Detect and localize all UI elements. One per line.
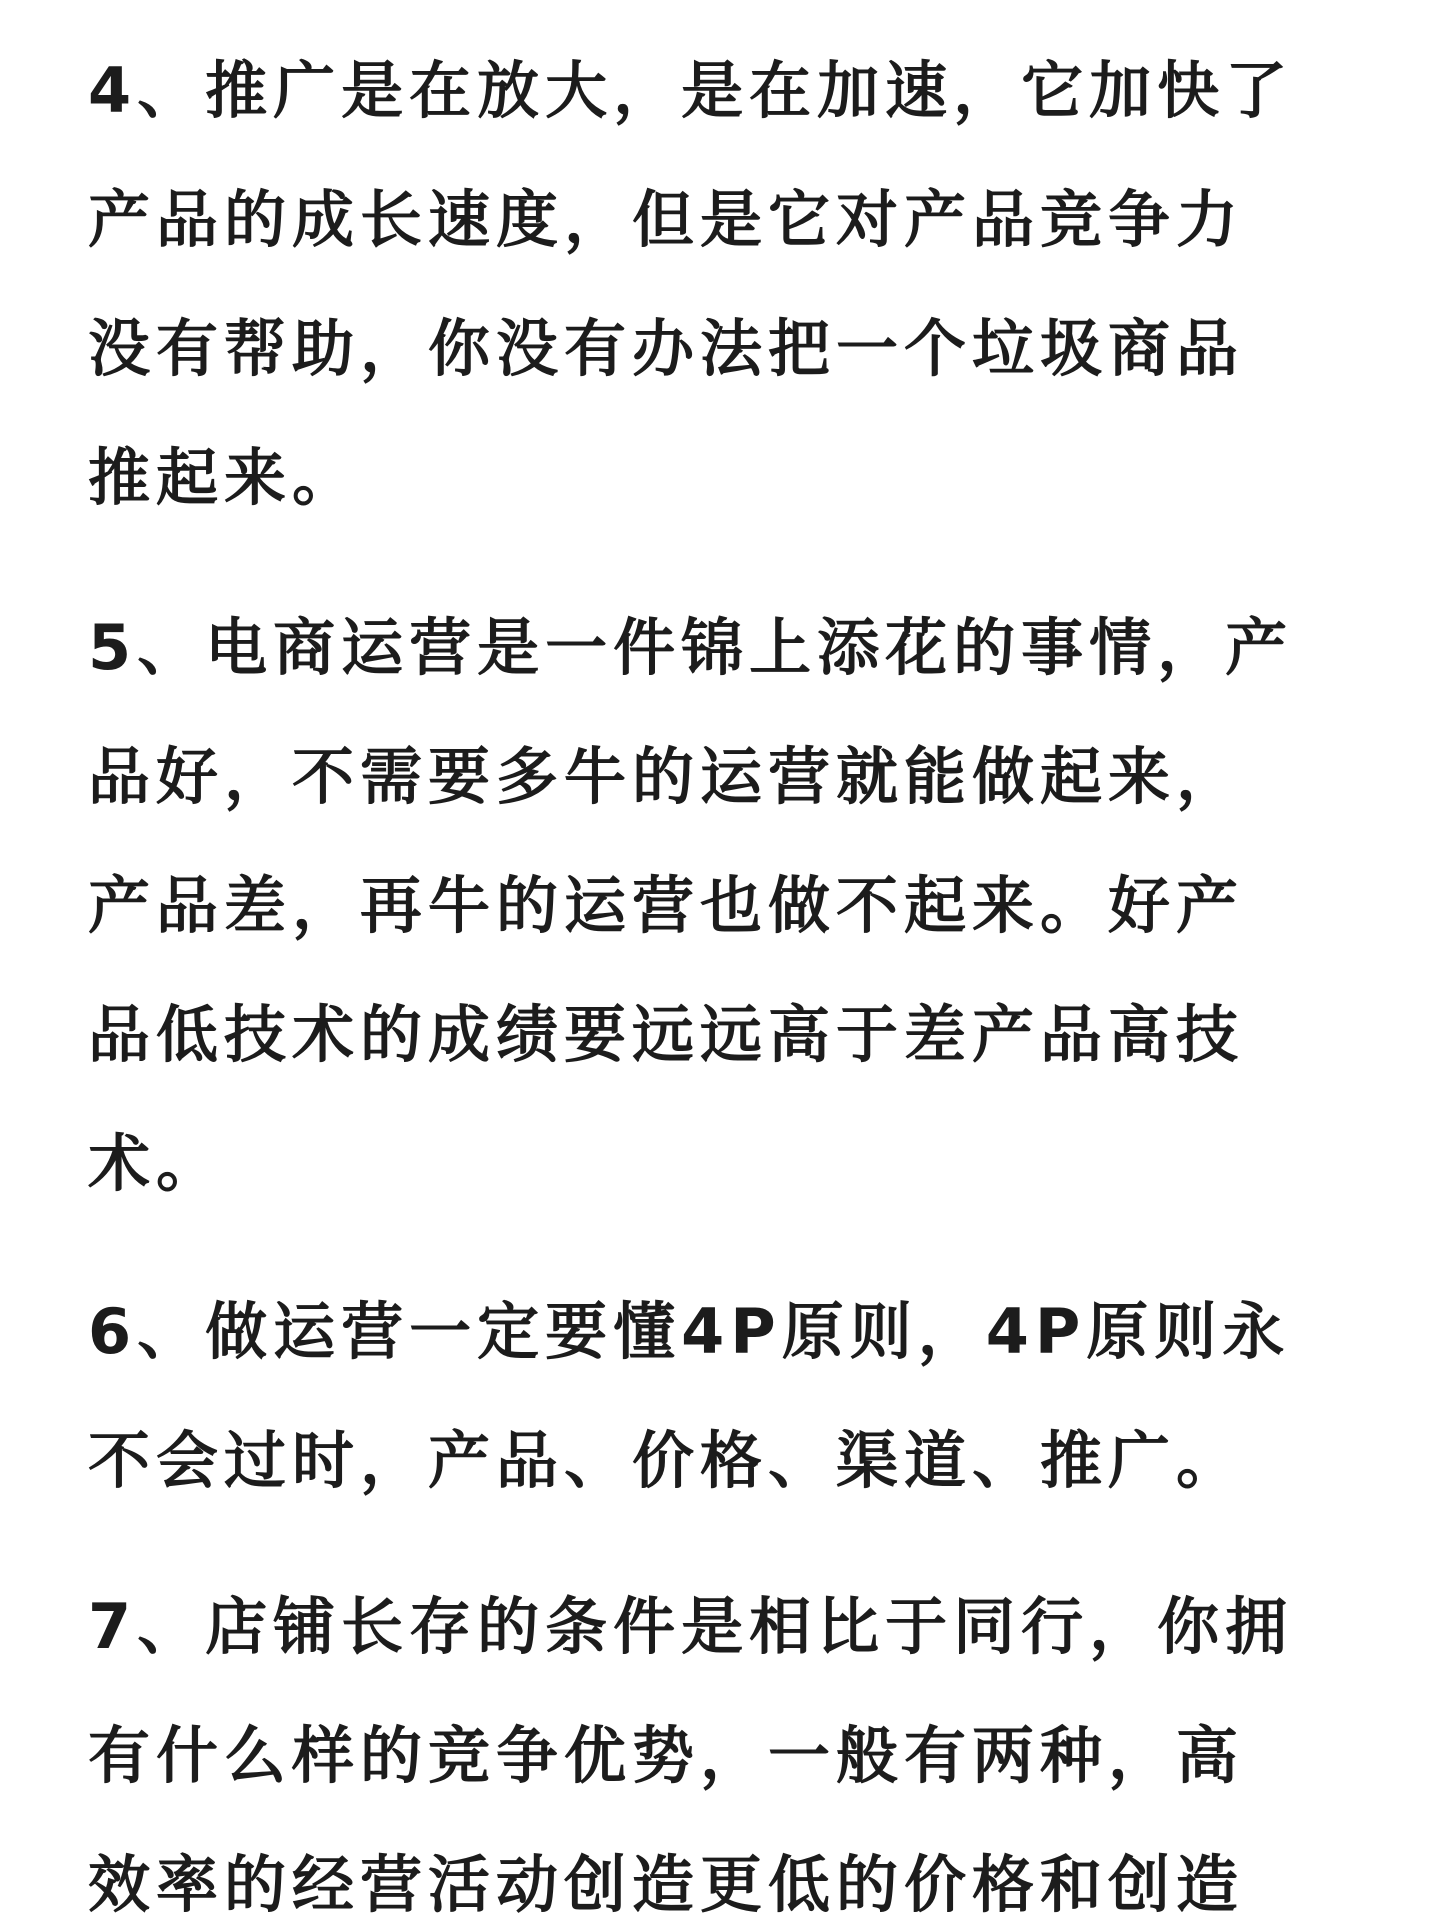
text-line: 术。 (88, 1127, 225, 1200)
paragraph-5 (88, 583, 1388, 1228)
text-line: 有什么样的竞争优势，一般有两种，高 (88, 1719, 1245, 1792)
text-line: 不会过时，产品、价格、渠道、推广。 (88, 1424, 1245, 1497)
text-line: 5、电商运营是一件锦上添花的事情，产 (88, 611, 1294, 684)
text-line: 没有帮助，你没有办法把一个垃圾商品 (88, 312, 1245, 385)
text-line: 产品差，再牛的运营也做不起来。好产 (88, 869, 1245, 942)
paragraph-7 (88, 1562, 1388, 1920)
text-line: 4、推广是在放大，是在加速，它加快了 (88, 54, 1294, 127)
text-line: 品好，不需要多牛的运营就能做起来， (88, 740, 1245, 813)
text-line: 效率的经营活动创造更低的价格和创造 (88, 1848, 1245, 1920)
text-line: 6、做运营一定要懂4P原则，4P原则永 (88, 1295, 1291, 1368)
paragraph-4 (88, 26, 1388, 542)
text-line: 7、店铺长存的条件是相比于同行，你拥 (88, 1590, 1294, 1663)
text-line: 推起来。 (88, 441, 361, 514)
paragraph-6 (88, 1267, 1388, 1525)
text-line: 产品的成长速度，但是它对产品竞争力 (88, 183, 1245, 256)
text-line: 品低技术的成绩要远远高于差产品高技 (88, 998, 1245, 1071)
